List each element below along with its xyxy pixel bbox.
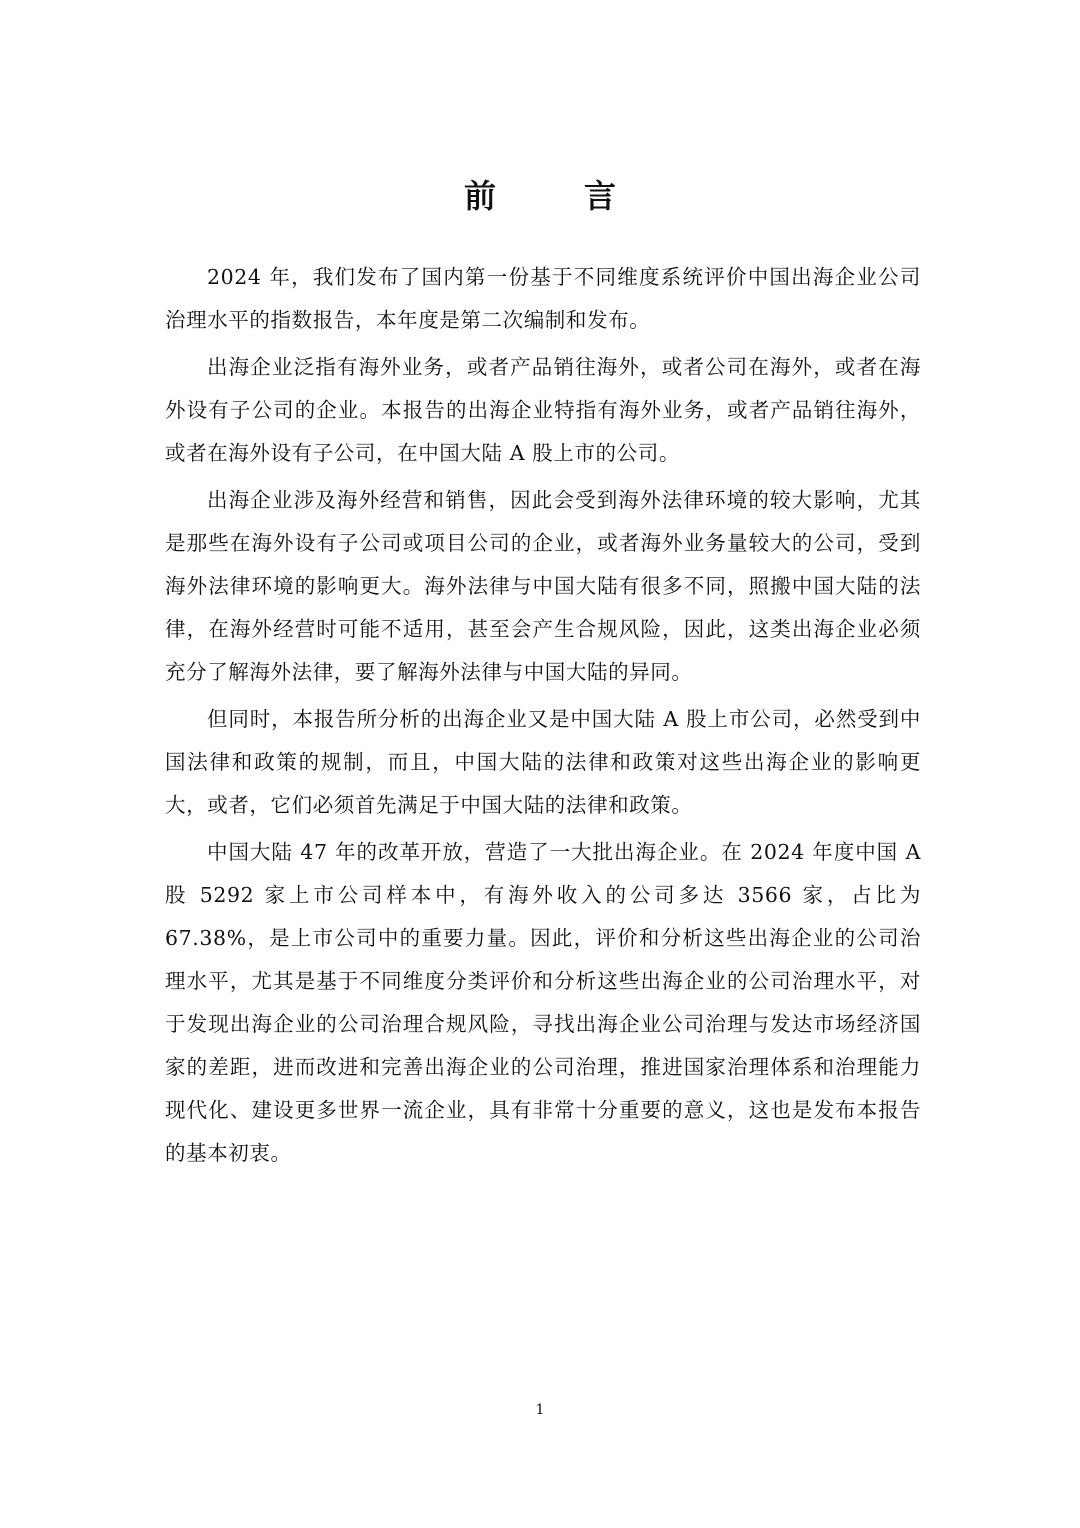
paragraph-1: 2024 年，我们发布了国内第一份基于不同维度系统评价中国出海企业公司治理水平的指数报告，本年度是第二次编制和发布。 [165, 265, 921, 332]
page-title: 前 言 [463, 177, 644, 215]
preface-body [165, 256, 921, 1179]
paragraph-5: 中国大陆 47 年的改革开放，营造了一大批出海企业。在 2024 年度中国 A 股 5292 家上市公司样本中，有海外收入的公司多达 3566 家，占比为 67.38%，是上市公司中的重要力量。因此，评价和分析这些出海企业的公司治理水平，尤其是基于不同维度分类评价和分析这些出海企业的公司治理水平，对于发现出海企业的公司治理合规风险，寻找出海企业公司治理与发达市场经济国家的差距，进而改进和完善出海企业的公司治理，推进国家治理体系和治理能力现代化、建设更多世界一流企业，具有非常十分重要的意义，这也是发布本报告的基本初衷。 [165, 840, 921, 1165]
paragraph-4: 但同时，本报告所分析的出海企业又是中国大陆 A 股上市公司，必然受到中国法律和政策的规制，而且，中国大陆的法律和政策对这些出海企业的影响更大，或者，它们必须首先满足于中国大陆的法律和政策。 [165, 707, 921, 817]
page-number: 1 [535, 1402, 545, 1418]
paragraph-2: 出海企业泛指有海外业务，或者产品销往海外，或者公司在海外，或者在海外设有子公司的企业。本报告的出海企业特指有海外业务，或者产品销往海外，或者在海外设有子公司，在中国大陆 A 股上市的公司。 [165, 355, 921, 465]
paragraph-3: 出海企业涉及海外经营和销售，因此会受到海外法律环境的较大影响，尤其是那些在海外设有子公司或项目公司的企业，或者海外业务量较大的公司，受到海外法律环境的影响更大。海外法律与中国大陆有很多不同，照搬中国大陆的法律，在海外经营时可能不适用，甚至会产生合规风险，因此，这类出海企业必须充分了解海外法律，要了解海外法律与中国大陆的异同。 [165, 488, 921, 684]
